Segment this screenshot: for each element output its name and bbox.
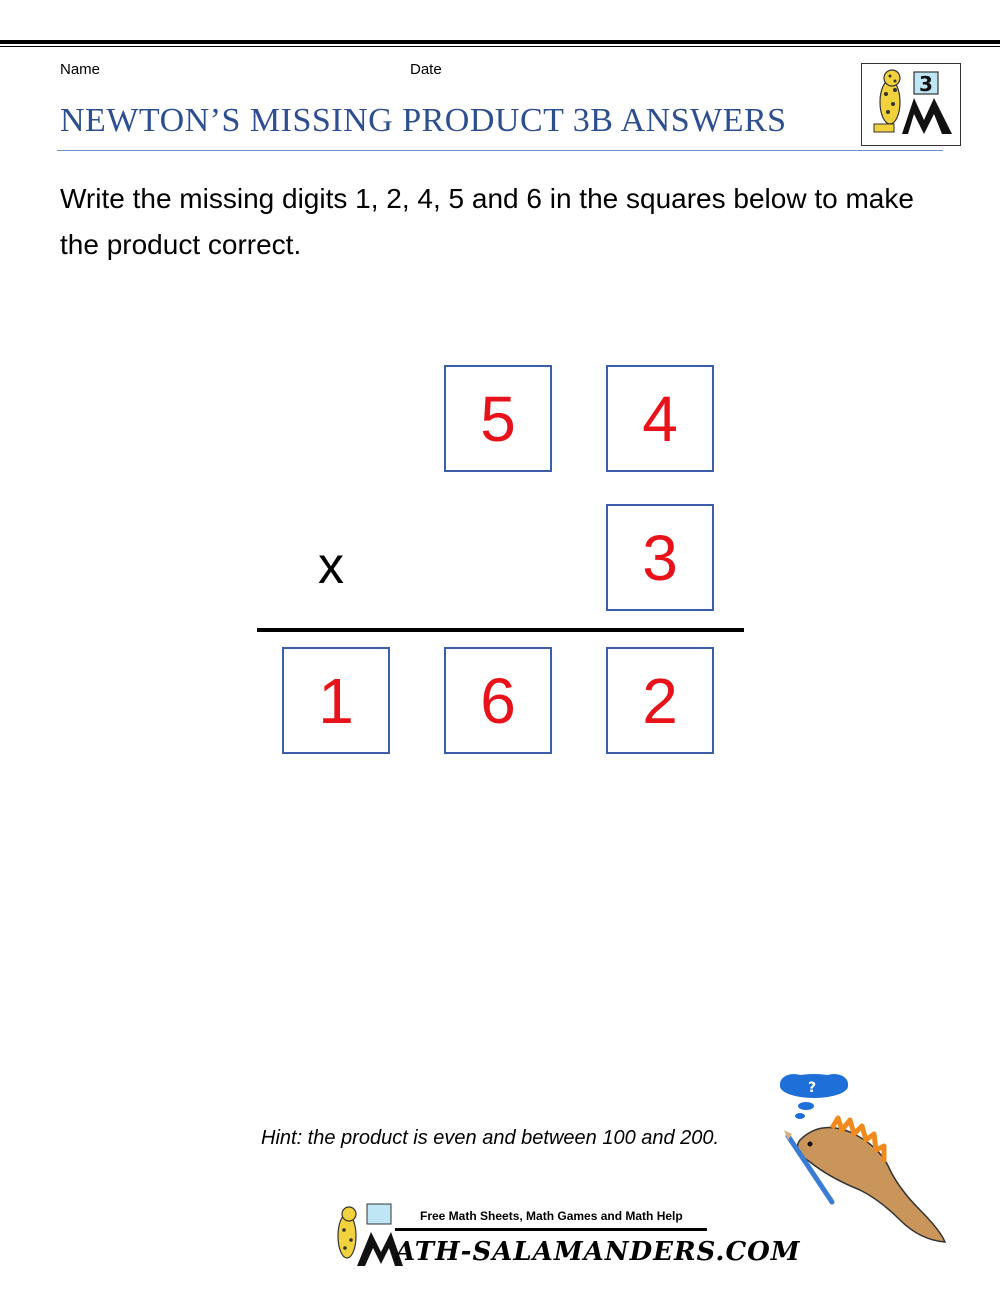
answer-box-tens: 5: [444, 365, 552, 472]
salamander-mascot-icon: [770, 1070, 950, 1250]
answer-box-product-hundreds: 1: [282, 647, 390, 754]
answer-box-product-tens: 6: [444, 647, 552, 754]
thought-question-mark: ?: [808, 1080, 817, 1096]
page-title: NEWTON’S MISSING PRODUCT 3B ANSWERS: [60, 102, 787, 139]
name-label: Name: [60, 61, 101, 78]
top-rule-thin: [0, 46, 1000, 47]
grade-badge-text: 3: [919, 72, 933, 96]
title-underline: [57, 150, 943, 151]
salamander-logo-icon: [862, 64, 959, 144]
product-line: [257, 628, 744, 632]
answer-box-ones: 4: [606, 365, 714, 472]
answer-box-product-ones: 2: [606, 647, 714, 754]
grade-logo: [861, 63, 961, 146]
date-label: Date: [410, 61, 442, 78]
hint-text: Hint: the product is even and between 100 and 200.: [261, 1127, 720, 1149]
answer-box-multiplier: 3: [606, 504, 714, 611]
multiply-sign: x: [318, 537, 344, 595]
top-rule: [0, 40, 1000, 44]
instructions: Write the missing digits 1, 2, 4, 5 and 6 in the squares below to make the product correct.: [60, 183, 914, 260]
footer-site-name: ATH-SALAMANDERS.COM: [395, 1237, 801, 1267]
footer-underline: [395, 1228, 707, 1231]
footer-tagline: Free Math Sheets, Math Games and Math Help: [420, 1209, 683, 1223]
